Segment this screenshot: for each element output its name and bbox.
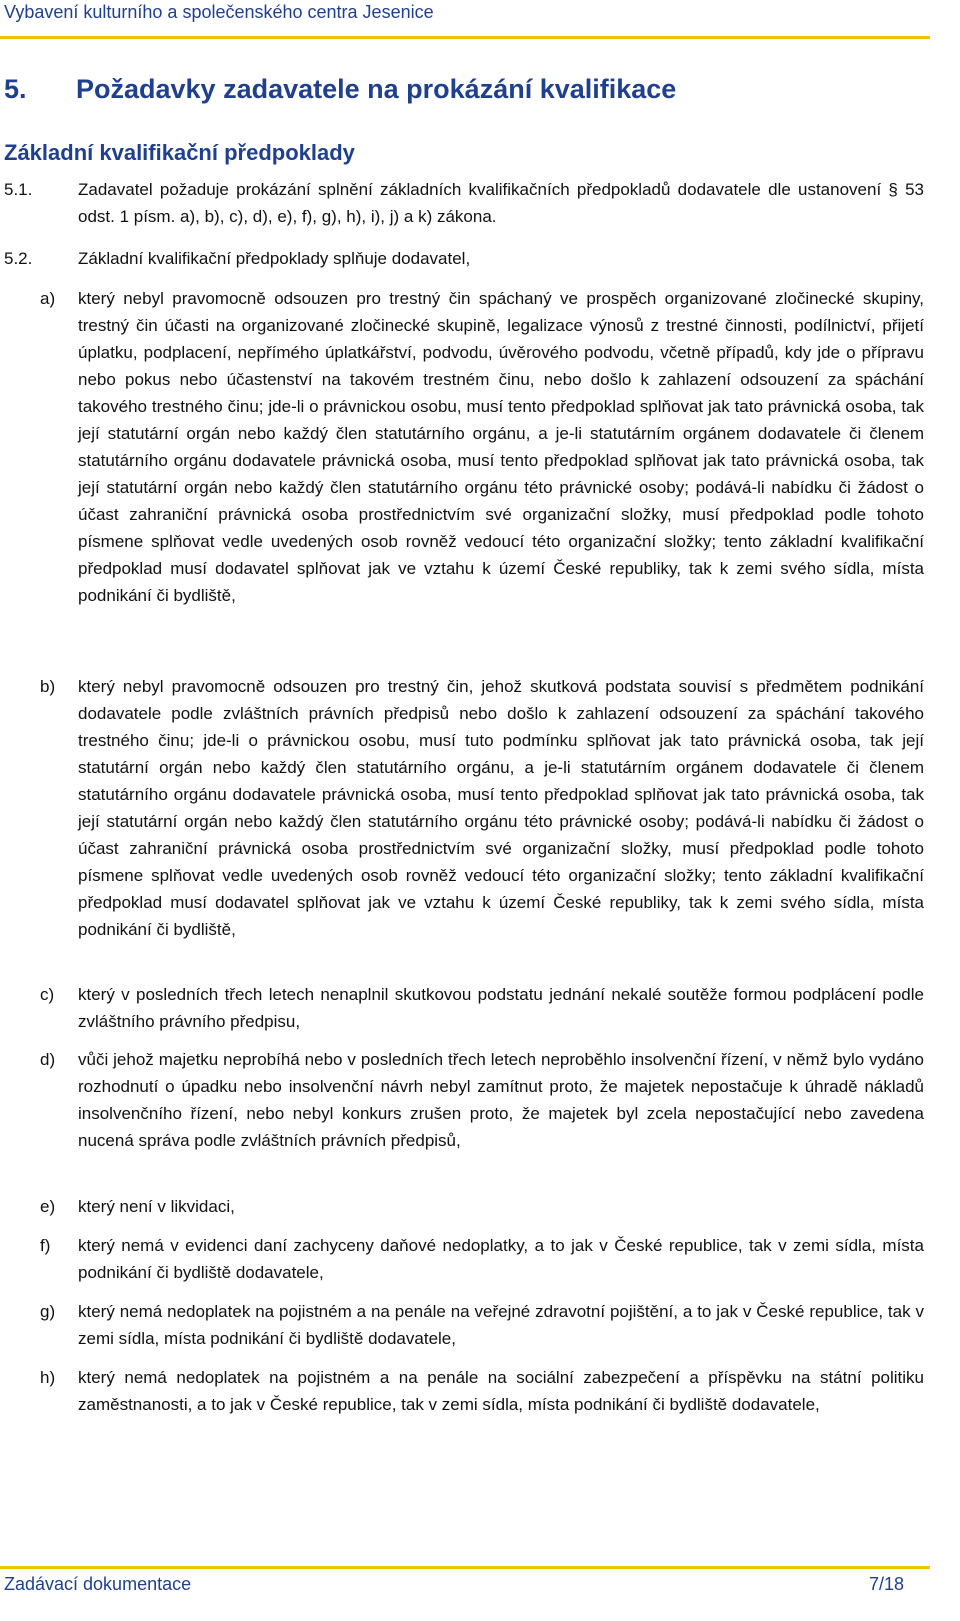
list-item-a	[40, 285, 924, 609]
list-item-c	[40, 981, 924, 1035]
list-text: který nemá nedoplatek na pojistném a na penále na sociální zabezpečení a příspěvku na státní politiku zaměstnanosti, a to jak v České republice, tak v zemi sídla, místa podnikání či bydliště dodavatele,	[78, 1368, 924, 1414]
section-title: Požadavky zadavatele na prokázání kvalifikace	[76, 74, 677, 104]
list-letter: c)	[40, 985, 55, 1004]
list-letter: f)	[40, 1236, 51, 1255]
paragraph-text: Základní kvalifikační předpoklady splňuje dodavatel,	[78, 249, 471, 268]
list-item-b	[40, 673, 924, 943]
section-number: 5.	[4, 74, 27, 104]
document-header-title: Vybavení kulturního a společenského centra Jesenice	[4, 2, 434, 22]
list-text: který není v likvidaci,	[78, 1197, 235, 1216]
list-text: který nemá v evidenci daní zachyceny daňové nedoplatky, a to jak v České republice, tak v zemi sídla, místa podnikání či bydliště dodavatele,	[78, 1236, 924, 1282]
header-rule	[0, 36, 930, 39]
list-letter: a)	[40, 289, 56, 308]
list-item-e	[40, 1193, 924, 1220]
paragraph-5-1	[4, 176, 924, 230]
list-letter: b)	[40, 677, 56, 696]
list-text: který v posledních třech letech nenaplnil skutkovou podstatu jednání nekalé soutěže formou podplácení podle zvláštního právního předpisu,	[78, 985, 924, 1031]
paragraph-number: 5.1.	[4, 180, 33, 199]
list-letter: g)	[40, 1302, 56, 1321]
list-item-d	[40, 1046, 924, 1154]
list-letter: e)	[40, 1197, 56, 1216]
list-letter: d)	[40, 1050, 56, 1069]
paragraph-text: Zadavatel požaduje prokázání splnění základních kvalifikačních předpokladů dodavatele dle ustanovení § 53 odst. 1 písm. a), b), c), d), e), f), g), h), i), j) a k) zákona.	[78, 180, 924, 226]
list-text: který nemá nedoplatek na pojistném a na penále na veřejné zdravotní pojištění, a to jak v České republice, tak v zemi sídla, místa podnikání či bydliště dodavatele,	[78, 1302, 924, 1348]
list-text: vůči jehož majetku neprobíhá nebo v posledních třech letech neproběhlo insolvenční řízení, v němž bylo vydáno rozhodnutí o úpadku nebo insolvenční návrh nebyl zamítnut proto, že majetek nepostačuje k úhradě nákladů insolvenčního řízení, nebo nebyl konkurs zrušen proto, že majetek byl zcela nepostačující nebo zavedena nucená správa podle zvláštních právních předpisů,	[78, 1050, 924, 1150]
section-heading	[4, 74, 924, 105]
list-item-g	[40, 1298, 924, 1352]
footer-rule	[0, 1566, 930, 1569]
subsection-heading: Základní kvalifikační předpoklady	[4, 140, 355, 165]
paragraph-number: 5.2.	[4, 249, 33, 268]
list-letter: h)	[40, 1368, 56, 1387]
footer-page-number: 7/18	[868, 1574, 904, 1594]
list-item-f	[40, 1232, 924, 1286]
list-text: který nebyl pravomocně odsouzen pro trestný čin, jehož skutková podstata souvisí s předmětem podnikání dodavatele podle zvláštních právních předpisů nebo došlo k zahlazení odsouzení za spáchání takového trestného činu; jde-li o právnickou osobu, musí tuto podmínku splňovat jak tato právnická osoba, tak její statutární orgán nebo každý člen statutárního orgánu, a je-li statutárním orgánem dodavatele či členem statutárního orgánu dodavatele právnická osoba, musí tento předpoklad splňovat jak tato právnická osoba, tak její statutární orgán nebo každý člen statutárního orgánu této právnické osoby; podává-li nabídku či žádost o účast zahraniční právnická osoba prostřednictvím své organizační složky, musí předpoklad podle tohoto písmene splňovat vedle uvedených osob rovněž vedoucí této organizační složky; tento základní kvalifikační předpoklad musí dodavatel splňovat jak ve vztahu k území České republiky, tak k zemi svého sídla, místa podnikání či bydliště,	[78, 677, 924, 939]
list-item-h	[40, 1364, 924, 1418]
footer-document-name: Zadávací dokumentace	[4, 1574, 192, 1594]
paragraph-5-2	[4, 245, 924, 272]
list-text: který nebyl pravomocně odsouzen pro trestný čin spáchaný ve prospěch organizované zločinecké skupiny, trestný čin účasti na organizované zločinecké skupině, legalizace výnosů z trestné činnosti, podílnictví, přijetí úplatku, podplacení, nepřímého úplatkářství, podvodu, úvěrového podvodu, včetně případů, kdy jde o přípravu nebo pokus nebo účastenství na takovém trestném činu, nebo došlo k zahlazení odsouzení za spáchání takového trestného činu; jde-li o právnickou osobu, musí tento předpoklad splňovat jak tato právnická osoba, tak její statutární orgán nebo každý člen statutárního orgánu, a je-li statutárním orgánem dodavatele či členem statutárního orgánu dodavatele právnická osoba, musí tento předpoklad splňovat jak tato právnická osoba, tak její statutární orgán nebo každý člen statutárního orgánu této právnické osoby; podává-li nabídku či žádost o účast zahraniční právnická osoba prostřednictvím své organizační složky, musí předpoklad podle tohoto písmene splňovat vedle uvedených osob rovněž vedoucí této organizační složky; tento základní kvalifikační předpoklad musí dodavatel splňovat jak ve vztahu k území České republiky, tak k zemi svého sídla, místa podnikání či bydliště,	[78, 289, 924, 605]
